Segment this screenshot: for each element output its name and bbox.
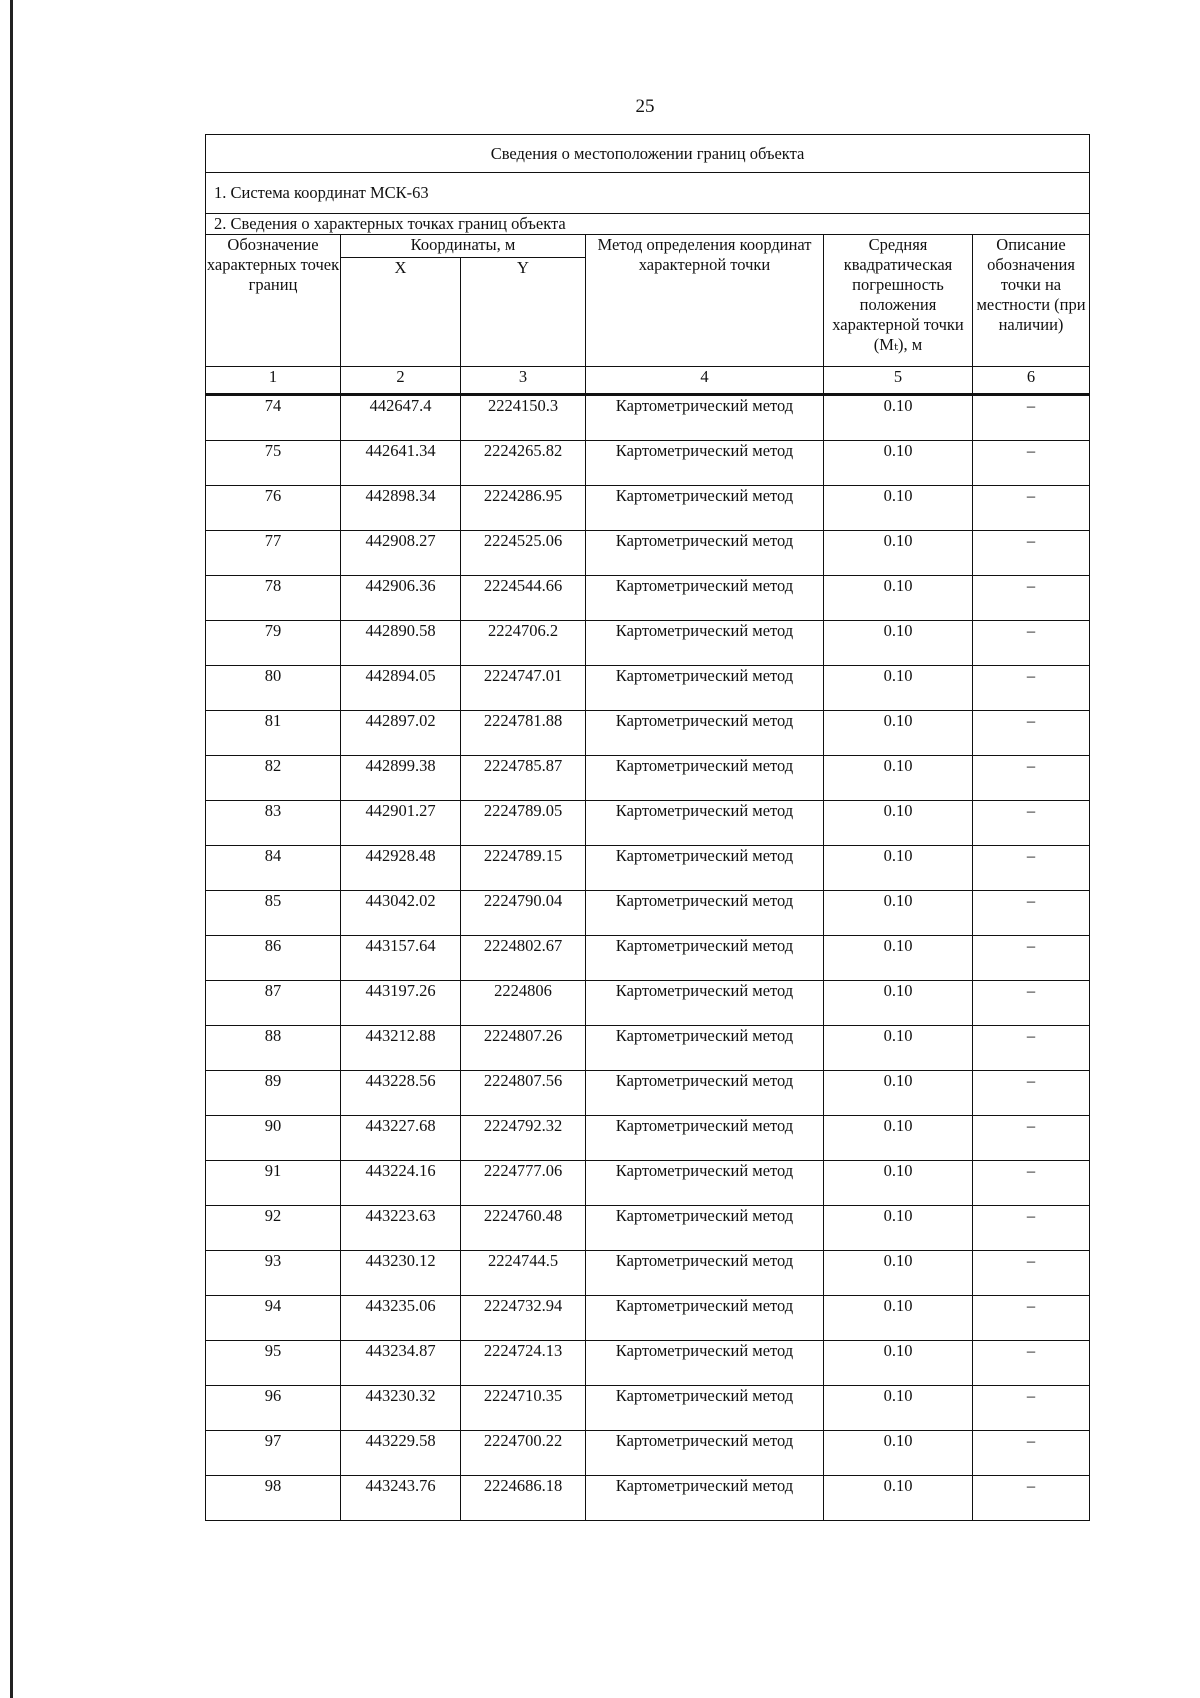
table-row [206, 1251, 1090, 1296]
mean-error: 0.10 [824, 1251, 973, 1296]
point-number: 91 [206, 1161, 341, 1206]
table-row [206, 846, 1090, 891]
table-row [206, 576, 1090, 621]
mean-error: 0.10 [824, 666, 973, 711]
table-row [206, 395, 1090, 441]
coord-y: 2224747.01 [461, 666, 586, 711]
point-number: 81 [206, 711, 341, 756]
coord-y: 2224150.3 [461, 395, 586, 441]
mean-error: 0.10 [824, 936, 973, 981]
point-description: – [973, 891, 1090, 936]
point-number: 98 [206, 1476, 341, 1521]
coord-y: 2224744.5 [461, 1251, 586, 1296]
header-method: Метод определения координат характерной точки [586, 235, 824, 367]
method: Картометрический метод [586, 531, 824, 576]
mean-error: 0.10 [824, 1161, 973, 1206]
mean-error: 0.10 [824, 801, 973, 846]
coord-x: 443228.56 [341, 1071, 461, 1116]
mean-error: 0.10 [824, 1206, 973, 1251]
point-number: 75 [206, 441, 341, 486]
table-row [206, 1026, 1090, 1071]
point-description: – [973, 1476, 1090, 1521]
header-y: Y [461, 258, 586, 367]
method: Картометрический метод [586, 846, 824, 891]
method: Картометрический метод [586, 756, 824, 801]
method: Картометрический метод [586, 891, 824, 936]
coord-x: 442908.27 [341, 531, 461, 576]
column-number: 4 [586, 367, 824, 395]
method: Картометрический метод [586, 1071, 824, 1116]
points-section-heading: 2. Сведения о характерных точках границ объекта [206, 214, 1090, 235]
coord-y: 2224724.13 [461, 1341, 586, 1386]
point-number: 76 [206, 486, 341, 531]
method: Картометрический метод [586, 1161, 824, 1206]
mean-error: 0.10 [824, 711, 973, 756]
coord-y: 2224789.05 [461, 801, 586, 846]
point-description: – [973, 711, 1090, 756]
point-description: – [973, 1341, 1090, 1386]
table-row [206, 711, 1090, 756]
method: Картометрический метод [586, 621, 824, 666]
coord-y: 2224806 [461, 981, 586, 1026]
point-description: – [973, 486, 1090, 531]
point-number: 97 [206, 1431, 341, 1476]
mean-error: 0.10 [824, 1026, 973, 1071]
mean-error: 0.10 [824, 621, 973, 666]
boundary-points-table [205, 134, 1090, 1521]
coord-y: 2224792.32 [461, 1116, 586, 1161]
mean-error: 0.10 [824, 486, 973, 531]
coord-y: 2224777.06 [461, 1161, 586, 1206]
table-row [206, 1071, 1090, 1116]
point-number: 84 [206, 846, 341, 891]
method: Картометрический метод [586, 576, 824, 621]
mean-error: 0.10 [824, 395, 973, 441]
point-number: 95 [206, 1341, 341, 1386]
mean-error: 0.10 [824, 1296, 973, 1341]
coord-y: 2224807.26 [461, 1026, 586, 1071]
mean-error: 0.10 [824, 1386, 973, 1431]
coord-x: 442641.34 [341, 441, 461, 486]
point-number: 86 [206, 936, 341, 981]
point-number: 92 [206, 1206, 341, 1251]
point-description: – [973, 1296, 1090, 1341]
point-description: – [973, 1116, 1090, 1161]
coord-x: 443243.76 [341, 1476, 461, 1521]
coord-y: 2224790.04 [461, 891, 586, 936]
coord-x: 442898.34 [341, 486, 461, 531]
coord-y: 2224706.2 [461, 621, 586, 666]
method: Картометрический метод [586, 1296, 824, 1341]
coord-y: 2224789.15 [461, 846, 586, 891]
header-x: X [341, 258, 461, 367]
column-number: 3 [461, 367, 586, 395]
method: Картометрический метод [586, 1251, 824, 1296]
table-row [206, 1206, 1090, 1251]
coordinate-system: 1. Система координат МСК-63 [206, 173, 1090, 214]
coord-x: 442647.4 [341, 395, 461, 441]
coord-x: 442928.48 [341, 846, 461, 891]
coord-x: 442897.02 [341, 711, 461, 756]
point-description: – [973, 576, 1090, 621]
method: Картометрический метод [586, 1431, 824, 1476]
coord-y: 2224802.67 [461, 936, 586, 981]
point-description: – [973, 1071, 1090, 1116]
coord-x: 442899.38 [341, 756, 461, 801]
table-row [206, 666, 1090, 711]
point-number: 88 [206, 1026, 341, 1071]
coord-x: 442901.27 [341, 801, 461, 846]
point-number: 89 [206, 1071, 341, 1116]
page-number: 25 [635, 96, 655, 117]
point-number: 90 [206, 1116, 341, 1161]
table-row [206, 936, 1090, 981]
mean-error: 0.10 [824, 441, 973, 486]
point-number: 96 [206, 1386, 341, 1431]
point-description: – [973, 531, 1090, 576]
table-row [206, 441, 1090, 486]
point-number: 78 [206, 576, 341, 621]
coord-x: 443197.26 [341, 981, 461, 1026]
mean-error: 0.10 [824, 891, 973, 936]
point-description: – [973, 441, 1090, 486]
point-description: – [973, 1251, 1090, 1296]
point-description: – [973, 621, 1090, 666]
mean-error: 0.10 [824, 1341, 973, 1386]
coord-x: 443223.63 [341, 1206, 461, 1251]
table-row [206, 1386, 1090, 1431]
point-description: – [973, 395, 1090, 441]
method: Картометрический метод [586, 711, 824, 756]
coord-y: 2224265.82 [461, 441, 586, 486]
point-number: 80 [206, 666, 341, 711]
coord-y: 2224710.35 [461, 1386, 586, 1431]
coord-x: 443230.12 [341, 1251, 461, 1296]
table-row [206, 1341, 1090, 1386]
coord-x: 442894.05 [341, 666, 461, 711]
table-row [206, 1431, 1090, 1476]
method: Картометрический метод [586, 801, 824, 846]
coord-y: 2224781.88 [461, 711, 586, 756]
header-description: Описание обозначения точки на местности (при наличии) [973, 235, 1090, 367]
coord-x: 443212.88 [341, 1026, 461, 1071]
method: Картометрический метод [586, 1386, 824, 1431]
mean-error: 0.10 [824, 1071, 973, 1116]
point-description: – [973, 801, 1090, 846]
mean-error: 0.10 [824, 756, 973, 801]
coord-y: 2224785.87 [461, 756, 586, 801]
method: Картометрический метод [586, 936, 824, 981]
coord-y: 2224686.18 [461, 1476, 586, 1521]
point-description: – [973, 1431, 1090, 1476]
point-number: 85 [206, 891, 341, 936]
method: Картометрический метод [586, 1026, 824, 1071]
table-row [206, 756, 1090, 801]
method: Картометрический метод [586, 1476, 824, 1521]
coord-x: 443234.87 [341, 1341, 461, 1386]
method: Картометрический метод [586, 1206, 824, 1251]
column-number: 1 [206, 367, 341, 395]
table-row [206, 621, 1090, 666]
mean-error: 0.10 [824, 531, 973, 576]
point-description: – [973, 1161, 1090, 1206]
point-description: – [973, 846, 1090, 891]
coord-x: 443235.06 [341, 1296, 461, 1341]
table-title: Сведения о местоположении границ объекта [206, 135, 1090, 173]
point-number: 93 [206, 1251, 341, 1296]
header-error: Средняя квадратическая погрешность положения характерной точки (Mₜ), м [824, 235, 973, 367]
coord-x: 443229.58 [341, 1431, 461, 1476]
coord-y: 2224544.66 [461, 576, 586, 621]
table-row [206, 531, 1090, 576]
table-row [206, 981, 1090, 1026]
mean-error: 0.10 [824, 1431, 973, 1476]
coord-y: 2224525.06 [461, 531, 586, 576]
coord-x: 443042.02 [341, 891, 461, 936]
coord-x: 442906.36 [341, 576, 461, 621]
coord-x: 442890.58 [341, 621, 461, 666]
column-number: 2 [341, 367, 461, 395]
point-number: 87 [206, 981, 341, 1026]
point-number: 74 [206, 395, 341, 441]
method: Картометрический метод [586, 441, 824, 486]
header-designation: Обозначение характерных точек границ [206, 235, 341, 367]
mean-error: 0.10 [824, 1116, 973, 1161]
coord-y: 2224286.95 [461, 486, 586, 531]
mean-error: 0.10 [824, 1476, 973, 1521]
table-row [206, 1116, 1090, 1161]
column-number: 6 [973, 367, 1090, 395]
table-row [206, 1476, 1090, 1521]
table-row [206, 891, 1090, 936]
header-coordinates: Координаты, м [341, 235, 586, 258]
coord-y: 2224807.56 [461, 1071, 586, 1116]
point-description: – [973, 936, 1090, 981]
point-number: 83 [206, 801, 341, 846]
coord-y: 2224732.94 [461, 1296, 586, 1341]
point-description: – [973, 1026, 1090, 1071]
coord-y: 2224700.22 [461, 1431, 586, 1476]
point-description: – [973, 1386, 1090, 1431]
table-row [206, 801, 1090, 846]
coord-x: 443157.64 [341, 936, 461, 981]
coord-x: 443227.68 [341, 1116, 461, 1161]
point-description: – [973, 756, 1090, 801]
scan-edge-line [10, 0, 13, 1698]
point-description: – [973, 666, 1090, 711]
point-number: 82 [206, 756, 341, 801]
point-number: 79 [206, 621, 341, 666]
method: Картометрический метод [586, 486, 824, 531]
method: Картометрический метод [586, 1116, 824, 1161]
coord-y: 2224760.48 [461, 1206, 586, 1251]
point-description: – [973, 1206, 1090, 1251]
column-number: 5 [824, 367, 973, 395]
point-description: – [973, 981, 1090, 1026]
table-row [206, 486, 1090, 531]
mean-error: 0.10 [824, 846, 973, 891]
method: Картометрический метод [586, 981, 824, 1026]
mean-error: 0.10 [824, 576, 973, 621]
point-number: 94 [206, 1296, 341, 1341]
point-number: 77 [206, 531, 341, 576]
coord-x: 443230.32 [341, 1386, 461, 1431]
table-row [206, 1161, 1090, 1206]
method: Картометрический метод [586, 666, 824, 711]
table-row [206, 1296, 1090, 1341]
method: Картометрический метод [586, 395, 824, 441]
method: Картометрический метод [586, 1341, 824, 1386]
table-body [206, 135, 1090, 1521]
coord-x: 443224.16 [341, 1161, 461, 1206]
column-numbers-row [206, 367, 1090, 395]
mean-error: 0.10 [824, 981, 973, 1026]
